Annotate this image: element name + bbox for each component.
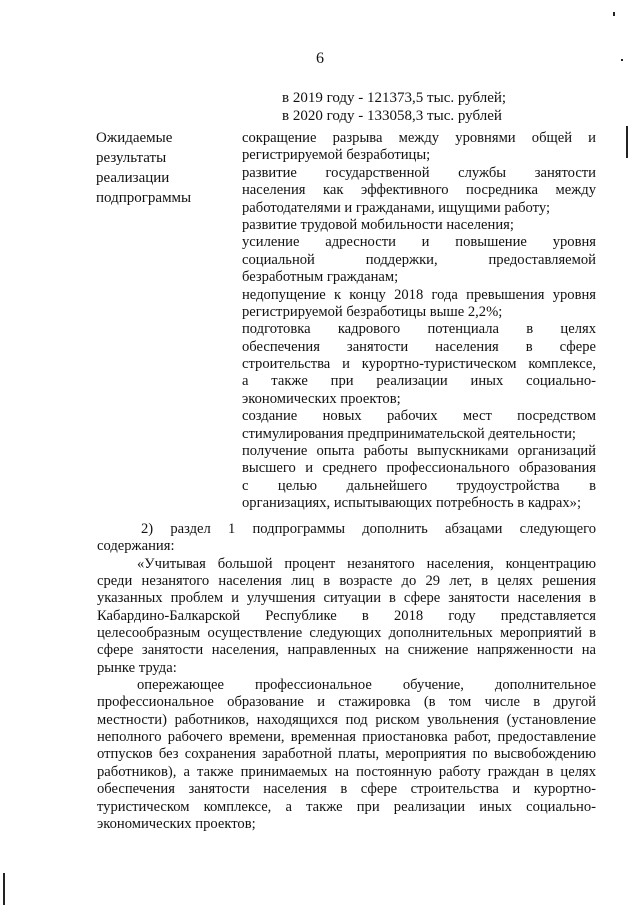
label-line: реализации: [96, 170, 170, 186]
results-line: усиление адресности и повышение уровня: [242, 234, 596, 251]
results-line: высшего и среднего профессионального образования: [242, 460, 596, 477]
results-line: экономических проектов;: [242, 390, 401, 407]
body-line: «Учитывая большой процент незанятого населения, концентрацию: [137, 555, 596, 572]
body-line: указанных проблем и улучшения ситуации в сфере занятости населения в: [97, 590, 596, 607]
body-text: [97, 521, 596, 833]
label-line: результаты: [96, 150, 167, 166]
scan-dot: [621, 59, 623, 61]
page-number: 6: [316, 50, 324, 67]
results-line: регистрируемой безработицы выше 2,2%;: [242, 303, 503, 320]
results-line: строительства и курортно-туристическом комплексе,: [242, 356, 596, 373]
funding-2020: в 2020 году - 133058,3 тыс. рублей: [282, 108, 502, 124]
body-line: отпусков без сохранения заработной платы, мероприятия по высвобождению: [97, 746, 596, 763]
expected-results-label: [96, 128, 191, 208]
results-line: организациях, испытывающих потребность в кадрах»;: [242, 495, 582, 512]
label-line: Ожидаемые: [96, 130, 173, 146]
body-line: обеспечения занятости населения в сфере строительства и курортно-: [97, 781, 596, 798]
results-line: развитие государственной службы занятости: [242, 164, 596, 181]
results-line: развитие трудовой мобильности населения;: [242, 216, 514, 233]
body-line: неполного рабочего времени, временная приостановка работ, предоставление: [97, 729, 596, 746]
results-line: а также при реализации иных социально-: [242, 373, 596, 390]
results-line: обеспечения занятости населения в сфере: [242, 338, 596, 355]
results-line: населения как эффективного посредника между: [242, 182, 596, 199]
body-line: рынке труда:: [97, 659, 177, 676]
results-line: подготовка кадрового потенциала в целях: [242, 321, 596, 338]
body-line: местности) работников, находящихся под риском увольнения (установление: [97, 711, 596, 728]
body-line: туристическом комплексе, а также при реализации иных социально-: [97, 798, 596, 815]
results-line: регистрируемой безработицы;: [242, 147, 431, 164]
results-line: получение опыта работы выпускниками организаций: [242, 443, 596, 460]
results-line: сокращение разрыва между уровнями общей и: [242, 130, 596, 146]
body-line: сфере занятости населения, направленных на снижение напряженности на: [97, 642, 596, 659]
funding-2019: в 2019 году - 121373,5 тыс. рублей;: [282, 90, 507, 106]
scan-dot: [613, 12, 615, 16]
body-line: 2) раздел 1 подпрограммы дополнить абзацами следующего: [141, 521, 596, 537]
body-line: Кабардино-Балкарской Республике в 2018 году представляется: [97, 607, 596, 624]
label-line: подпрограммы: [96, 190, 192, 206]
body-line: экономических проектов;: [97, 815, 256, 832]
scan-line: [3, 873, 5, 905]
results-line: работодателями и гражданами, ищущими работу;: [242, 199, 551, 216]
results-line: недопущение к концу 2018 года превышения уровня: [242, 286, 596, 303]
results-line: безработным гражданам;: [242, 269, 399, 286]
body-line: опережающее профессиональное обучение, дополнительное: [137, 677, 596, 694]
body-line: работников), а также принимаемых на постоянную работу граждан в целях: [97, 763, 596, 780]
results-line: стимулирования предпринимательской деятельности;: [242, 425, 576, 442]
expected-results-list: [242, 130, 596, 513]
body-line: целесообразным осуществление следующих дополнительных мероприятий в: [97, 625, 596, 642]
body-line: среди незанятого населения лиц в возрасте до 29 лет, в целях решения: [97, 573, 596, 590]
body-line: профессиональное образование и стажировка (в том числе в другой: [97, 694, 596, 711]
scan-line: [626, 126, 628, 158]
body-line: содержания:: [97, 538, 175, 555]
results-line: создание новых рабочих мест посредством: [242, 408, 596, 425]
results-line: социальной поддержки, предоставляемой: [242, 251, 596, 268]
results-line: с целью дальнейшего трудоустройства в: [242, 477, 596, 494]
